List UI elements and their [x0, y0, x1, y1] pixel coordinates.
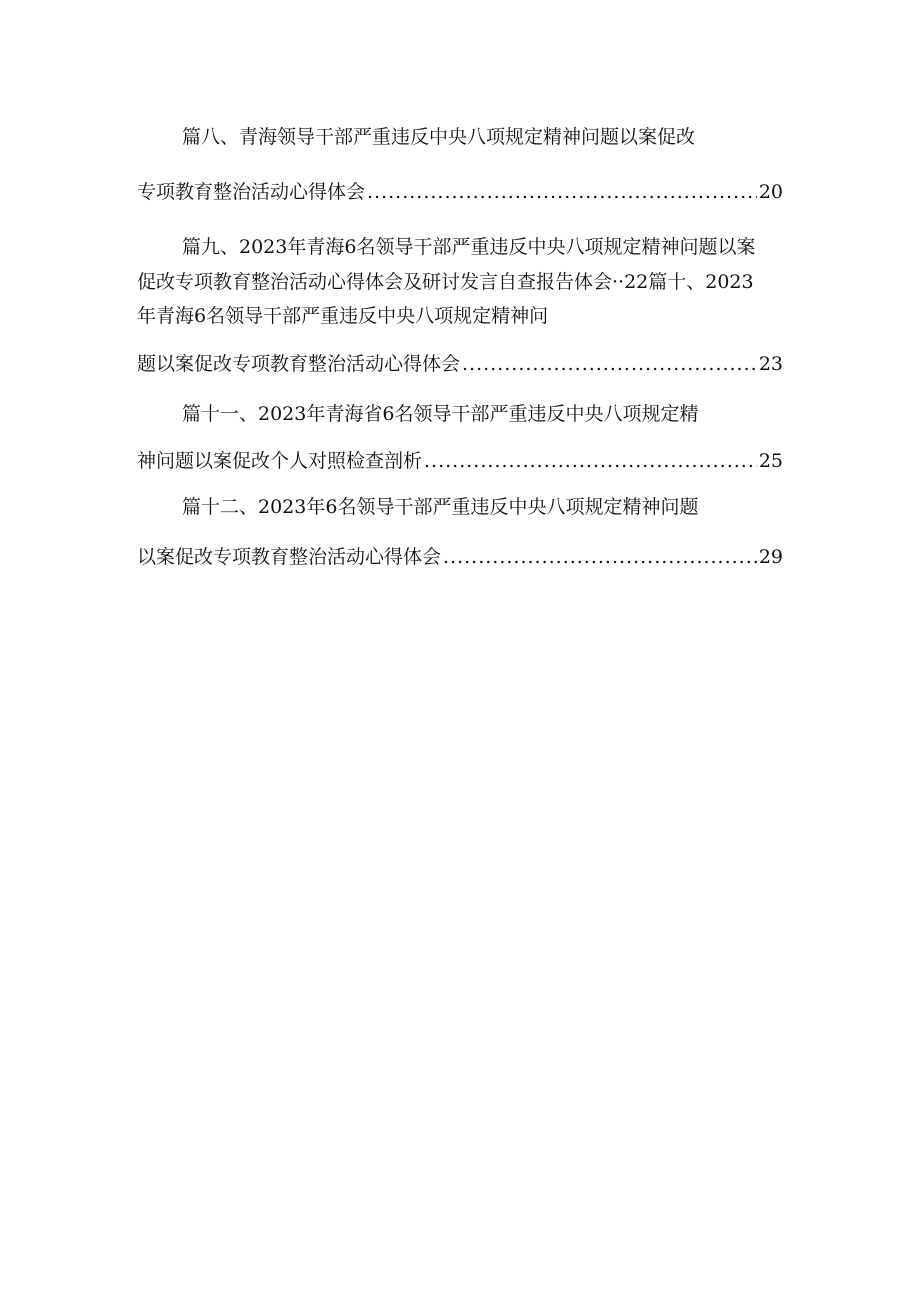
toc-entry-10-line3: 年青海6名领导干部严重违反中央八项规定精神问: [137, 305, 549, 327]
toc-entry-8-line1: 篇八、青海领导干部严重违反中央八项规定精神问题以案促改: [182, 126, 696, 148]
toc-leader-dots: [443, 544, 757, 570]
toc-entry-11-line2: 神问题以案促改个人对照检查剖析: [137, 450, 423, 472]
toc-entry-10-line3-row: [137, 303, 783, 329]
toc-entry-9-line2-row[interactable]: [137, 269, 783, 295]
toc-entry-12-line1: 篇十二、2023年6名领导干部严重违反中央八项规定精神问题: [182, 496, 699, 518]
toc-entry-8-line2: 专项教育整治活动心得体会: [137, 181, 366, 203]
toc-leader-dots: [424, 448, 757, 474]
toc-entry-12-row[interactable]: [137, 544, 783, 570]
toc-entry-10-row[interactable]: [137, 351, 783, 377]
toc-entry-11-row[interactable]: [137, 448, 783, 474]
toc-entry-8-title: [182, 124, 783, 150]
toc-entry-11-line1: 篇十一、2023年青海省6名领导干部严重违反中央八项规定精: [182, 403, 699, 425]
toc-entry-11-page: 25: [758, 450, 783, 472]
toc-entry-9-title: [182, 234, 783, 260]
toc-entry-9-line2: 促改专项教育整治活动心得体会及研讨发言自查报告体会··22篇十、2023: [137, 271, 754, 293]
toc-leader-dots: [462, 351, 757, 377]
toc-entry-11-title: [182, 401, 783, 427]
toc-entry-10-line4: 题以案促改专项教育整治活动心得体会: [137, 353, 461, 375]
toc-entry-10-page: 23: [758, 353, 783, 375]
toc-entry-9-line1: 篇九、2023年青海6名领导干部严重违反中央八项规定精神问题以案: [182, 236, 756, 258]
toc-leader-dots: [367, 179, 757, 205]
toc-entry-12-title: [182, 494, 783, 520]
toc-entry-8-page: 20: [758, 181, 783, 203]
toc-entry-12-page: 29: [758, 546, 783, 568]
toc-entry-8-row[interactable]: [137, 179, 783, 205]
toc-entry-12-line2: 以案促改专项教育整治活动心得体会: [137, 546, 442, 568]
